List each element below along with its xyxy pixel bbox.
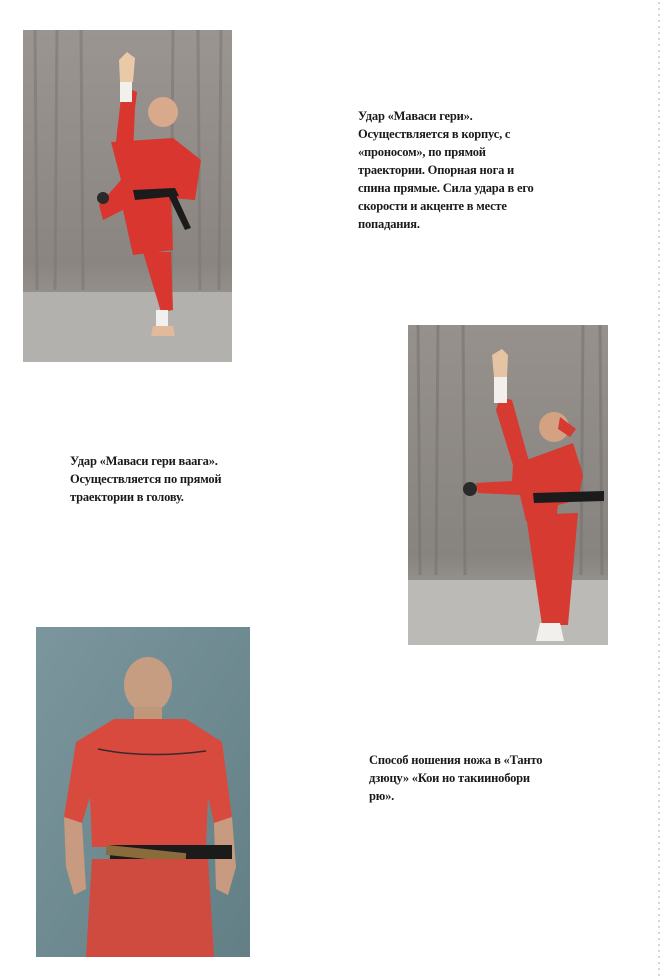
page-edge-dots — [658, 0, 660, 976]
caption-line: траектории. Опорная нога и — [358, 163, 515, 177]
caption-line: скорости и акценте в месте — [358, 199, 507, 213]
knife-carrying-back-view-photo — [36, 627, 250, 957]
caption-line: Удар «Маваси гери ваага». — [70, 454, 218, 468]
caption-line: Удар «Маваси гери». — [358, 109, 473, 123]
caption-line: попадания. — [358, 217, 420, 231]
caption-line: Способ ношения ножа в «Танто — [369, 753, 543, 767]
caption-line: спина прямые. Сила удара в его — [358, 181, 534, 195]
caption-mawashi-geri-head — [70, 452, 285, 506]
caption-mawashi-geri-body — [358, 107, 588, 233]
caption-line: дзюцу» «Кои но такиинобори — [369, 771, 530, 785]
caption-line: Осуществляется по прямой — [70, 472, 222, 486]
caption-line: «проносом», по прямой — [358, 145, 486, 159]
caption-line: траектории в голову. — [70, 490, 184, 504]
caption-knife-carrying — [369, 751, 594, 805]
mawashi-geri-head-kick-photo — [408, 325, 608, 645]
caption-line: Осуществляется в корпус, с — [358, 127, 511, 141]
caption-line: рю». — [369, 789, 395, 803]
mawashi-geri-body-kick-photo — [23, 30, 232, 362]
